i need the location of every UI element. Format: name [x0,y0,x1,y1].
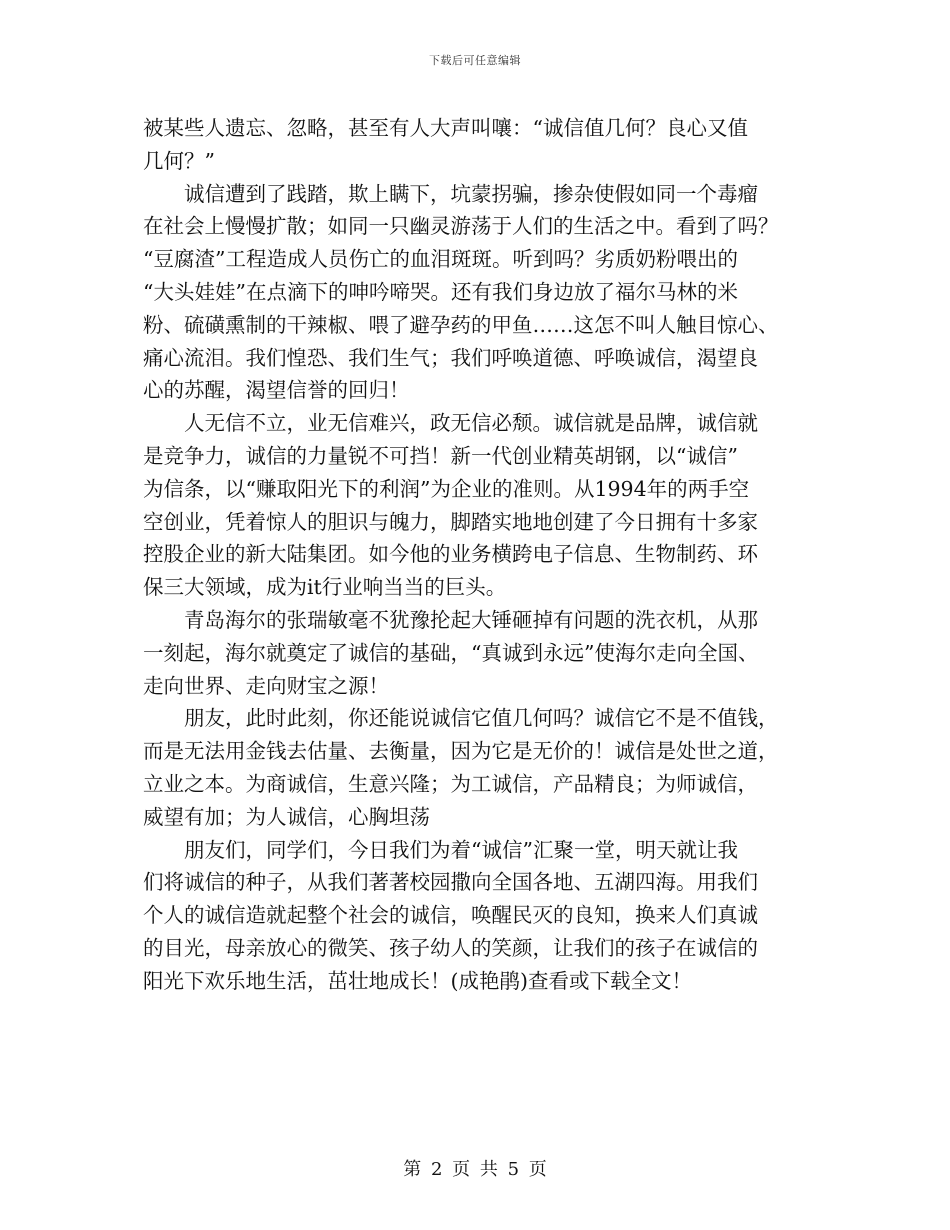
text-line: 心的苏醒，渴望信誉的回归！ [143,378,410,403]
text-line: 被某些人遗忘、忽略，甚至有人大声叫嚷：“诚信值几何？良心又值 [143,116,748,140]
text-line: 们将诚信的种子，从我们著著校园撒向全国各地、五湖四海。用我们 [143,870,758,895]
document-body [143,112,807,998]
text-line: 诚信遭到了践踏，欺上瞒下，坑蒙拐骗，掺杂使假如同一个毒瘤 [184,181,758,206]
text-line: 为信条，以“赚取阳光下的利润”为企业的准则。从1994年的两手空 [143,476,750,501]
page-header: 下载后可任意编辑 [429,54,521,67]
text-line: 走向世界、走向财宝之源！ [143,673,389,698]
text-line: 而是无法用金钱去估量、去衡量，因为它是无价的！诚信是处世之道， [143,739,779,764]
text-line: 人无信不立，业无信难兴，政无信必颓。诚信就是品牌，诚信就 [184,411,758,436]
text-line: 在社会上慢慢扩散；如同一只幽灵游荡于人们的生活之中。看到了吗？ [143,214,779,239]
text-line: 控股企业的新大陆集团。如今他的业务横跨电子信息、生物制药、环 [143,542,758,567]
text-line: 是竞争力，诚信的力量锐不可挡！新一代创业精英胡钢，以“诚信” [143,443,738,468]
text-line: 保三大领域，成为it行业响当当的巨头。 [143,575,507,600]
text-line: 空创业，凭着惊人的胆识与魄力，脚踏实地地创建了今日拥有十多家 [143,509,758,534]
text-line: 威望有加；为人诚信，心胸坦荡 [143,804,430,829]
text-line: 粉、硫磺熏制的干辣椒、喂了避孕药的甲鱼……这怎不叫人触目惊心、 [143,312,779,337]
text-line: 朋友，此时此刻，你还能说诚信它值几何吗？诚信它不是不值钱， [184,706,779,731]
page-number-footer: 第 2 页 共 5 页 [403,1159,547,1180]
text-line: 朋友们，同学们，今日我们为着“诚信”汇聚一堂，明天就让我 [184,837,738,862]
text-line: 痛心流泪。我们惶恐、我们生气；我们呼唤道德、呼唤诚信，渴望良 [143,345,758,370]
text-line: 一刻起，海尔就奠定了诚信的基础，“真诚到永远”使海尔走向全国、 [143,640,759,665]
text-line: “豆腐渣”工程造成人员伤亡的血泪斑斑。听到吗？劣质奶粉喂出的 [143,247,738,272]
text-line: 青岛海尔的张瑞敏毫不犹豫抡起大锤砸掉有问题的洗衣机，从那 [184,607,758,632]
text-line: “大头娃娃”在点滴下的呻吟啼哭。还有我们身边放了福尔马林的米 [143,279,738,304]
text-line: 的目光，母亲放心的微笑、孩子幼人的笑颜，让我们的孩子在诚信的 [143,935,758,960]
text-line: 几何？” [143,148,215,173]
text-line: 阳光下欢乐地生活，茁壮地成长！(成艳鹃)查看或下载全文！ [143,968,692,993]
text-line: 立业之本。为商诚信，生意兴隆；为工诚信，产品精良；为师诚信， [143,771,758,796]
text-line: 个人的诚信造就起整个社会的诚信，唤醒民灭的良知，换来人们真诚 [143,903,758,928]
